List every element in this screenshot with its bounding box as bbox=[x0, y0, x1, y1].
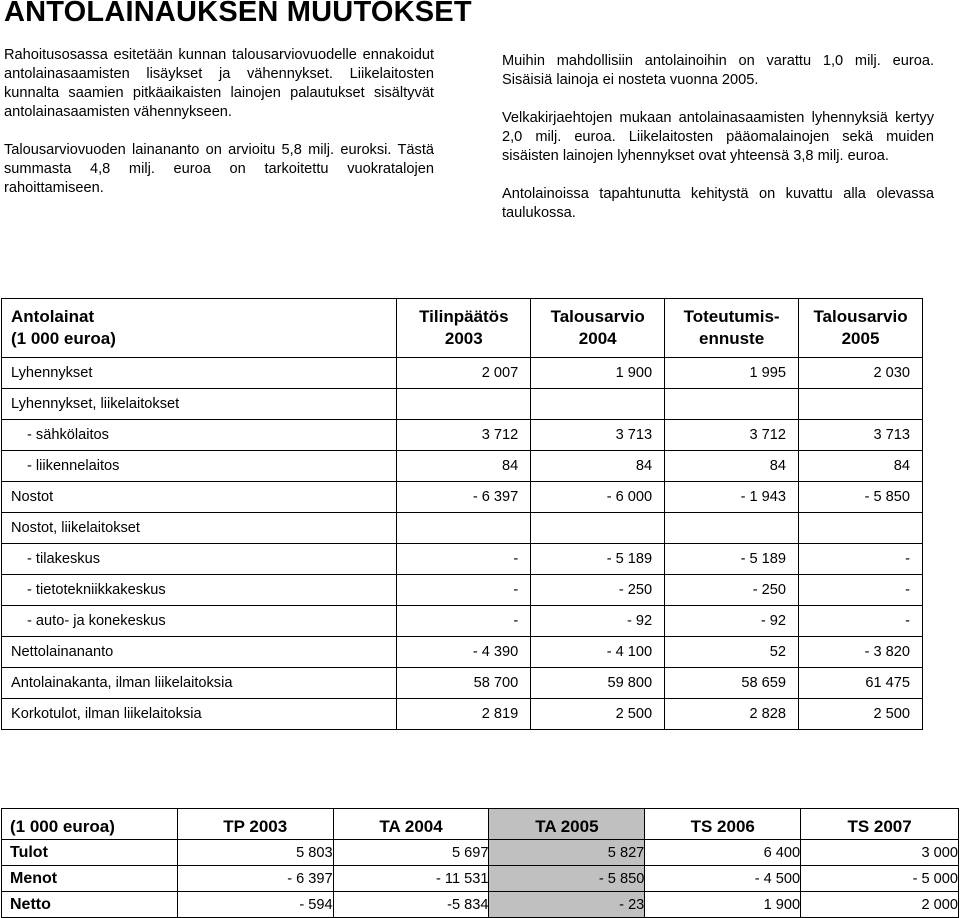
value-cell: - 11 531 bbox=[333, 866, 489, 892]
header-label-line2: (1 000 euroa) bbox=[11, 329, 116, 348]
value-cell: 3 713 bbox=[531, 420, 665, 451]
paragraph: Muihin mahdollisiin antolainoihin on varattu 1,0 milj. euroa. Sisäisiä lainoja ei nosteta vuonna 2005. bbox=[502, 53, 934, 88]
value-cell: 3 713 bbox=[799, 420, 923, 451]
value-cell: - bbox=[397, 606, 531, 637]
row-label: Tulot bbox=[2, 840, 178, 866]
value-cell: 3 000 bbox=[801, 840, 959, 866]
value-cell-highlighted: 5 827 bbox=[489, 840, 645, 866]
header-line2: 2004 bbox=[578, 329, 617, 348]
row-label: Nostot bbox=[2, 482, 397, 513]
row-label: Korkotulot, ilman liikelaitoksia bbox=[2, 699, 397, 730]
value-cell: - 4 100 bbox=[531, 637, 665, 668]
value-cell-highlighted: - 23 bbox=[489, 892, 645, 918]
value-cell: 2 030 bbox=[799, 358, 923, 389]
value-cell: 1 900 bbox=[531, 358, 665, 389]
paragraph: Antolainoissa tapahtunutta kehitystä on kuvattu alla olevassa taulukossa. bbox=[502, 186, 934, 221]
value-cell bbox=[397, 389, 531, 420]
table-row bbox=[2, 866, 959, 892]
table-row bbox=[2, 389, 923, 420]
header-cell bbox=[665, 299, 799, 358]
value-cell: - bbox=[397, 544, 531, 575]
header-line1: Toteutumis- bbox=[683, 307, 780, 326]
value-cell: - 6 000 bbox=[531, 482, 665, 513]
header-line2: 2003 bbox=[444, 329, 483, 348]
value-cell: - 92 bbox=[531, 606, 665, 637]
value-cell: 58 700 bbox=[397, 668, 531, 699]
value-cell: 84 bbox=[531, 451, 665, 482]
table-row bbox=[2, 892, 959, 918]
header-line1: Tilinpäätös bbox=[419, 307, 509, 326]
summary-table bbox=[1, 808, 959, 918]
value-cell: - 6 397 bbox=[177, 866, 333, 892]
right-text-column bbox=[502, 52, 934, 242]
table-row bbox=[2, 358, 923, 389]
summary-header-cell: TS 2007 bbox=[801, 809, 959, 840]
value-cell bbox=[665, 513, 799, 544]
table-row bbox=[2, 575, 923, 606]
row-label: - auto- ja konekeskus bbox=[2, 606, 397, 637]
value-cell: 84 bbox=[665, 451, 799, 482]
value-cell: - 1 943 bbox=[665, 482, 799, 513]
value-cell: - bbox=[799, 606, 923, 637]
summary-header-cell: TA 2004 bbox=[333, 809, 489, 840]
value-cell: 3 712 bbox=[665, 420, 799, 451]
table-row bbox=[2, 451, 923, 482]
value-cell: - 4 500 bbox=[645, 866, 801, 892]
value-cell: - 92 bbox=[665, 606, 799, 637]
header-line2: ennuste bbox=[698, 329, 765, 348]
value-cell: - 5 189 bbox=[531, 544, 665, 575]
table-row bbox=[2, 513, 923, 544]
header-label-cell bbox=[2, 299, 397, 358]
table-row bbox=[2, 420, 923, 451]
row-label: - tietotekniikkakeskus bbox=[2, 575, 397, 606]
header-label-line1: Antolainat bbox=[11, 307, 95, 326]
value-cell: - bbox=[799, 544, 923, 575]
value-cell: - 5 850 bbox=[799, 482, 923, 513]
paragraph: Talousarviovuoden lainananto on arvioitu 5,8 milj. euroksi. Tästä summasta 4,8 milj. euroa on tarkoitettu vuokratalojen rahoittamiseen. bbox=[4, 142, 434, 196]
table-row bbox=[2, 699, 923, 730]
summary-header-cell-highlighted: TA 2005 bbox=[489, 809, 645, 840]
table-row bbox=[2, 637, 923, 668]
summary-header-cell: TS 2006 bbox=[645, 809, 801, 840]
value-cell: 2 819 bbox=[397, 699, 531, 730]
value-cell: - 4 390 bbox=[397, 637, 531, 668]
summary-header-row bbox=[2, 809, 959, 840]
value-cell bbox=[665, 389, 799, 420]
value-cell: 3 712 bbox=[397, 420, 531, 451]
value-cell: -5 834 bbox=[333, 892, 489, 918]
value-cell: - 594 bbox=[177, 892, 333, 918]
page-title: ANTOLAINAUKSEN MUUTOKSET bbox=[4, 0, 472, 28]
loans-table bbox=[1, 298, 923, 730]
summary-header-cell: (1 000 euroa) bbox=[2, 809, 178, 840]
value-cell bbox=[799, 389, 923, 420]
header-line2: 2005 bbox=[841, 329, 880, 348]
header-cell bbox=[799, 299, 923, 358]
value-cell: 6 400 bbox=[645, 840, 801, 866]
value-cell: 2 500 bbox=[531, 699, 665, 730]
value-cell: 1 995 bbox=[665, 358, 799, 389]
value-cell: 2 828 bbox=[665, 699, 799, 730]
row-label: Menot bbox=[2, 866, 178, 892]
value-cell: 58 659 bbox=[665, 668, 799, 699]
row-label: Lyhennykset bbox=[2, 358, 397, 389]
table-row bbox=[2, 482, 923, 513]
value-cell: - 3 820 bbox=[799, 637, 923, 668]
value-cell bbox=[531, 513, 665, 544]
row-label: - tilakeskus bbox=[2, 544, 397, 575]
left-text-column bbox=[4, 46, 434, 217]
table-row bbox=[2, 544, 923, 575]
row-label: Nostot, liikelaitokset bbox=[2, 513, 397, 544]
value-cell: 59 800 bbox=[531, 668, 665, 699]
value-cell bbox=[397, 513, 531, 544]
value-cell: 52 bbox=[665, 637, 799, 668]
value-cell: - 5 000 bbox=[801, 866, 959, 892]
value-cell bbox=[799, 513, 923, 544]
value-cell: 5 803 bbox=[177, 840, 333, 866]
header-line1: Talousarvio bbox=[813, 307, 908, 326]
table-header-row bbox=[2, 299, 923, 358]
paragraph: Rahoitusosassa esitetään kunnan talousarviovuodelle ennakoidut antolainasaamisten lisäykset ja vähennykset. Liikelaitosten kunnalta saamien pitkäaikaisten lainojen palautukset sisältyvät antolainasaamisten vähennykseen. bbox=[4, 47, 434, 120]
row-label: - sähkölaitos bbox=[2, 420, 397, 451]
value-cell-highlighted: - 5 850 bbox=[489, 866, 645, 892]
value-cell: 2 500 bbox=[799, 699, 923, 730]
value-cell: - 250 bbox=[531, 575, 665, 606]
value-cell: - 6 397 bbox=[397, 482, 531, 513]
value-cell: 2 007 bbox=[397, 358, 531, 389]
header-line1: Talousarvio bbox=[550, 307, 645, 326]
paragraph: Velkakirjaehtojen mukaan antolainasaamisten lyhennyksiä kertyy 2,0 milj. euroa. Liikelaitosten pääomalainojen sekä muiden sisäisten lainojen lyhennykset ovat yhteensä 3,8 milj. euroa. bbox=[502, 110, 934, 164]
table-row bbox=[2, 668, 923, 699]
value-cell: 2 000 bbox=[801, 892, 959, 918]
summary-header-cell: TP 2003 bbox=[177, 809, 333, 840]
value-cell: 5 697 bbox=[333, 840, 489, 866]
value-cell: - bbox=[397, 575, 531, 606]
table-row bbox=[2, 606, 923, 637]
row-label: Netto bbox=[2, 892, 178, 918]
row-label: Nettolainananto bbox=[2, 637, 397, 668]
header-cell bbox=[397, 299, 531, 358]
value-cell: 1 900 bbox=[645, 892, 801, 918]
header-cell bbox=[531, 299, 665, 358]
table-row bbox=[2, 840, 959, 866]
value-cell: 84 bbox=[397, 451, 531, 482]
value-cell: - 5 189 bbox=[665, 544, 799, 575]
row-label: - liikennelaitos bbox=[2, 451, 397, 482]
value-cell: - bbox=[799, 575, 923, 606]
value-cell bbox=[531, 389, 665, 420]
row-label: Antolainakanta, ilman liikelaitoksia bbox=[2, 668, 397, 699]
value-cell: 84 bbox=[799, 451, 923, 482]
value-cell: 61 475 bbox=[799, 668, 923, 699]
value-cell: - 250 bbox=[665, 575, 799, 606]
row-label: Lyhennykset, liikelaitokset bbox=[2, 389, 397, 420]
